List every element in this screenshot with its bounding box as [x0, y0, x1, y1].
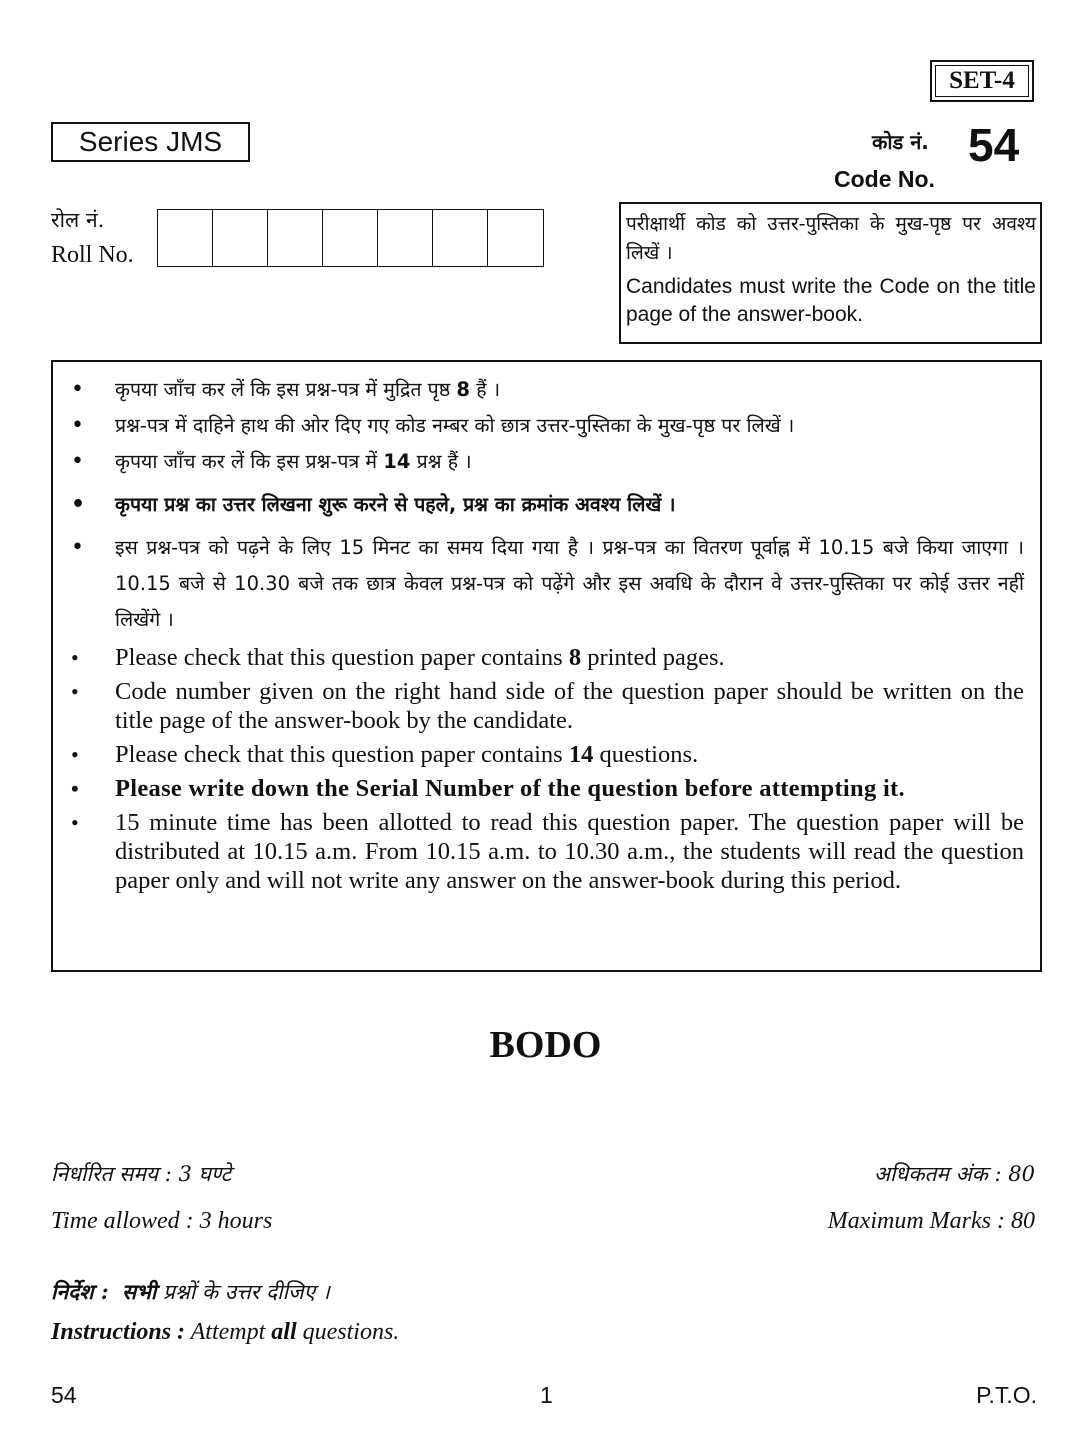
- max-marks-english: Maximum Marks : 80: [827, 1208, 1035, 1234]
- instruction-text: हैं ।: [470, 378, 501, 401]
- bullet-icon: •: [71, 492, 86, 517]
- instruction-item-hi-1: [69, 372, 1024, 408]
- bullet-icon: •: [71, 742, 79, 767]
- instruction-item-en-4: [69, 774, 1024, 803]
- roll-digit-box[interactable]: [158, 210, 213, 266]
- instruction-item-hi-5: [69, 530, 1024, 638]
- instruction-text: प्रश्न-पत्र में दाहिने हाथ की ओर दिए गए कोड नम्बर को छात्र उत्तर-पुस्तिका के मुख-पृष्ठ पर लिखें ।: [115, 414, 795, 437]
- bullet-icon: •: [71, 449, 84, 474]
- roll-digit-box[interactable]: [323, 210, 378, 266]
- directions-text-english: Attempt: [185, 1319, 272, 1345]
- instruction-text: कृपया जाँच कर लें कि इस प्रश्न-पत्र में: [115, 450, 384, 473]
- bullet-icon: •: [71, 810, 79, 835]
- candidate-note-hindi: परीक्षार्थी कोड को उत्तर-पुस्तिका के मुख-पृष्ठ पर अवश्य लिखें ।: [626, 213, 1036, 264]
- subject-title: BODO: [489, 1024, 602, 1066]
- instruction-item-hi-2: [69, 408, 1024, 444]
- set-label: [930, 60, 1034, 102]
- please-turn-over: P.T.O.: [976, 1382, 1037, 1408]
- directions-label-english: Instructions :: [51, 1319, 186, 1345]
- instruction-text: questions.: [593, 741, 699, 768]
- instruction-text: इस प्रश्न-पत्र को पढ़ने के लिए 15 मिनट का समय दिया गया है । प्रश्न-पत्र का वितरण पूर्वाह्न में 10.15 बजे किया जाएगा । 10.15 बजे से 10.30 बजे तक छात्र केवल प्रश्न-पत्र को पढ़ेंगे और इस अवधि के दौरान वे उत्तर-पुस्तिका पर कोई उत्तर नहीं लिखेंगे ।: [115, 536, 1024, 631]
- directions-english: [51, 1319, 399, 1346]
- directions-text-english-end: questions.: [296, 1319, 400, 1345]
- bullet-icon: •: [71, 377, 84, 402]
- instruction-text: Code number given on the right hand side of the question paper should be written on the title page of the answer-book by the candidate.: [115, 678, 1024, 734]
- instruction-item-hi-4: [69, 480, 1024, 530]
- series-label: Series JMS: [51, 122, 250, 162]
- candidate-note-english: Candidates must write the Code on the title page of the answer-book.: [626, 275, 1036, 326]
- code-label-hindi: कोड नं.: [872, 130, 929, 154]
- instruction-bold: कृपया प्रश्न का उत्तर लिखना शुरू करने से पहले, प्रश्न का क्रमांक अवश्य लिखें ।: [115, 493, 676, 516]
- code-number: 54: [968, 119, 1020, 171]
- directions-bold-english: all: [271, 1319, 297, 1345]
- page-number: 1: [540, 1382, 553, 1408]
- roll-digit-box[interactable]: [488, 210, 543, 266]
- time-allowed-hindi: निर्धारित समय : 3 घण्टे: [51, 1162, 232, 1186]
- set-text: SET-4: [949, 67, 1015, 94]
- candidate-code-note: [619, 202, 1042, 344]
- instruction-bold: 14: [383, 450, 411, 473]
- instruction-item-en-3: [69, 740, 1024, 769]
- time-allowed-english: Time allowed : 3 hours: [51, 1208, 273, 1234]
- instruction-item-en-1: [69, 643, 1024, 672]
- instruction-bold: 8: [568, 644, 582, 671]
- footer-code: 54: [51, 1382, 77, 1408]
- instruction-bold: 8: [456, 378, 470, 401]
- instruction-item-en-2: [69, 677, 1024, 735]
- bullet-icon: •: [71, 645, 79, 670]
- general-instructions-box: [51, 360, 1042, 972]
- roll-digit-box[interactable]: [378, 210, 433, 266]
- bullet-icon: •: [71, 535, 84, 560]
- bullet-icon: •: [71, 679, 79, 704]
- instructions-list: [69, 372, 1024, 895]
- roll-label-english: Roll No.: [51, 242, 134, 268]
- directions-label-hindi: निर्देश :: [51, 1279, 109, 1304]
- bullet-icon: •: [71, 413, 84, 438]
- set-label-inner-border: [935, 65, 1029, 97]
- directions-hindi: [51, 1278, 330, 1306]
- instruction-text: Please check that this question paper contains: [115, 741, 569, 768]
- roll-digit-box[interactable]: [433, 210, 488, 266]
- max-marks-hindi: अधिकतम अंक : 80: [873, 1162, 1035, 1186]
- bullet-icon: •: [71, 776, 80, 801]
- roll-number-grid[interactable]: [157, 209, 544, 267]
- instruction-text: Please check that this question paper contains: [115, 644, 569, 671]
- directions-text-hindi: प्रश्नों के उत्तर दीजिए ।: [156, 1280, 330, 1304]
- instruction-item-hi-3: [69, 444, 1024, 480]
- roll-digit-box[interactable]: [268, 210, 323, 266]
- directions-bold-hindi: सभी: [121, 1279, 157, 1304]
- instruction-text: प्रश्न हैं ।: [410, 450, 472, 473]
- instruction-text: printed pages.: [581, 644, 725, 671]
- instruction-text: 15 minute time has been allotted to read this question paper. The question paper will be distributed at 10.15 a.m. From 10.15 a.m. to 10.30 a.m., the students will read the question paper only and will not write any answer on the answer-book during this period.: [115, 809, 1024, 894]
- roll-label-hindi: रोल नं.: [51, 208, 105, 232]
- instruction-item-en-5: [69, 808, 1024, 895]
- instruction-bold: 14: [568, 741, 594, 768]
- instruction-text: कृपया जाँच कर लें कि इस प्रश्न-पत्र में मुद्रित पृष्ठ: [115, 378, 457, 401]
- roll-digit-box[interactable]: [213, 210, 268, 266]
- code-label-english: Code No.: [834, 166, 935, 192]
- instruction-bold: Please write down the Serial Number of the question before attempting it.: [115, 775, 905, 802]
